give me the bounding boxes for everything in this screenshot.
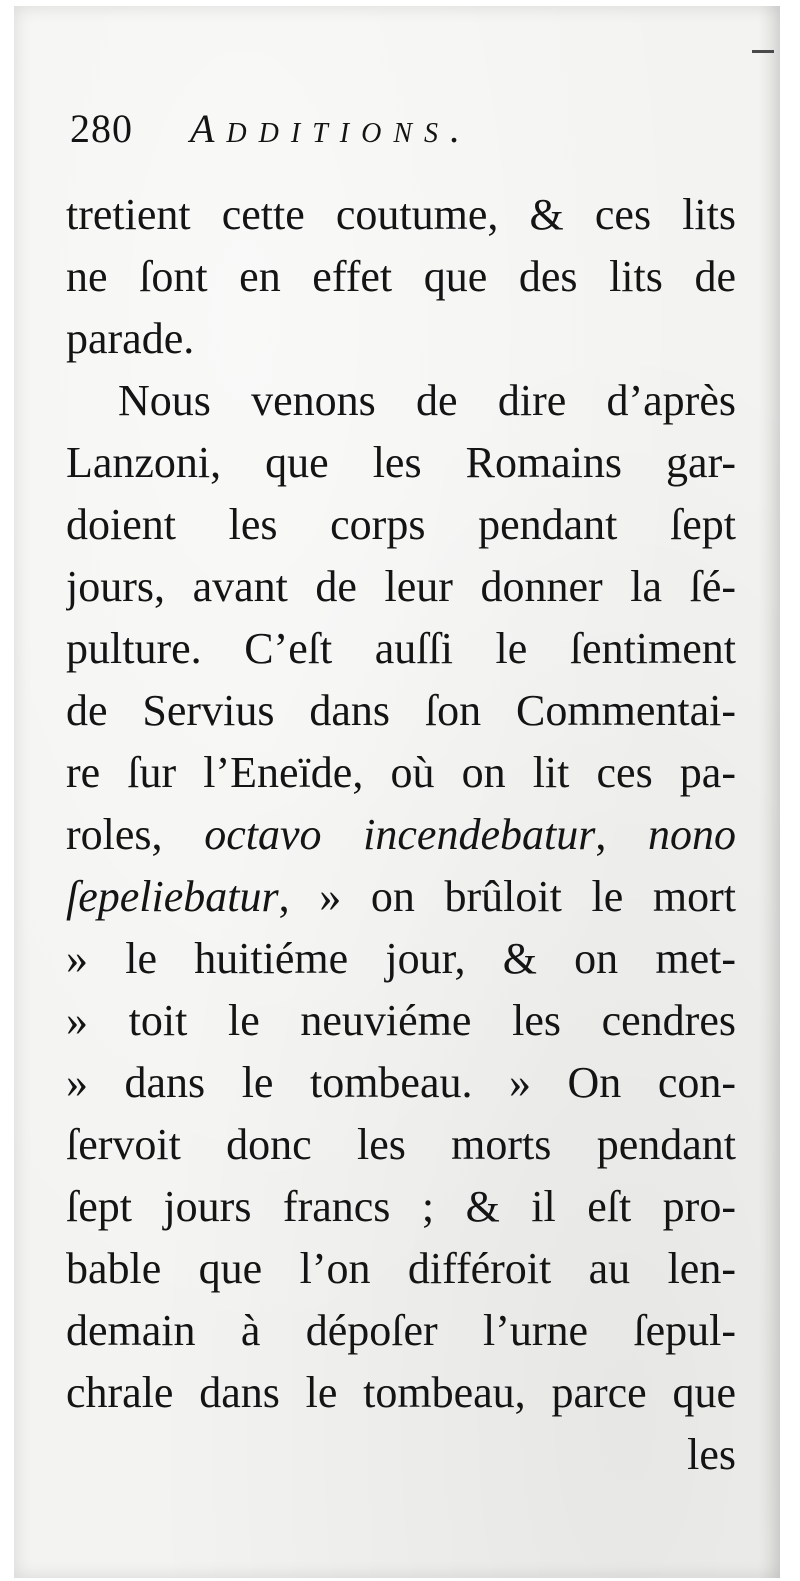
text-segment: , [595, 810, 648, 859]
text-line [66, 990, 736, 1052]
text-block [66, 98, 736, 1486]
text-line [66, 370, 736, 432]
text-segment: » toit le neuviéme les cendres [66, 996, 736, 1045]
text-segment: jours, avant de leur donner la ſé- [66, 562, 736, 611]
italic-text: nono [648, 810, 736, 859]
page-header [66, 98, 736, 184]
text-line [66, 1052, 736, 1114]
text-segment: pulture. C’eſt auſſi le ſentiment [66, 624, 736, 673]
text-line [66, 184, 736, 246]
text-line [66, 1362, 736, 1424]
book-page [14, 6, 780, 1578]
catchword: les [687, 1430, 736, 1479]
text-segment: de Servius dans ſon Commentai- [66, 686, 736, 735]
text-line [66, 866, 736, 928]
text-segment: tretient cette coutume, & ces lits [66, 190, 736, 239]
italic-text: octavo incendebatur [204, 810, 596, 859]
text-line [66, 618, 736, 680]
text-line [66, 1114, 736, 1176]
text-line [66, 928, 736, 990]
text-line [66, 494, 736, 556]
text-line [66, 804, 736, 866]
text-line [66, 1176, 736, 1238]
text-line [66, 432, 736, 494]
text-line [66, 680, 736, 742]
text-line [66, 556, 736, 618]
text-line [66, 308, 736, 370]
text-segment: parade. [66, 314, 195, 363]
text-segment: Nous venons de dire d’après [118, 376, 736, 425]
text-segment: Lanzoni, que les Romains gar- [66, 438, 736, 487]
text-segment: bable que l’on différoit au len- [66, 1244, 736, 1293]
text-line [66, 246, 736, 308]
text-segment: chrale dans le tombeau, parce que [66, 1368, 736, 1417]
text-segment: » dans le tombeau. » On con- [66, 1058, 736, 1107]
text-segment: roles, [66, 810, 205, 859]
text-segment: ſept jours francs ; & il eſt pro- [66, 1182, 736, 1231]
text-segment: doient les corps pendant ſept [66, 500, 736, 549]
italic-text: ſepeliebatur [66, 872, 279, 921]
running-title: Additions. [190, 106, 472, 151]
text-segment: demain à dépoſer l’urne ſepul- [66, 1306, 736, 1355]
page-edge-shadow [758, 6, 780, 1578]
text-segment: » le huitiéme jour, & on met- [66, 934, 736, 983]
text-segment: ne ſont en effet que des lits de [66, 252, 736, 301]
text-line [66, 1300, 736, 1362]
margin-mark [752, 50, 774, 53]
body-text [66, 184, 736, 1424]
page-number: 280 [70, 106, 133, 151]
text-line [66, 742, 736, 804]
text-line [66, 1238, 736, 1300]
text-segment: re ſur l’Eneïde, où on lit ces pa- [66, 748, 736, 797]
text-segment: , » on brûloit le mort [278, 872, 736, 921]
text-segment: ſervoit donc les morts pendant [66, 1120, 736, 1169]
